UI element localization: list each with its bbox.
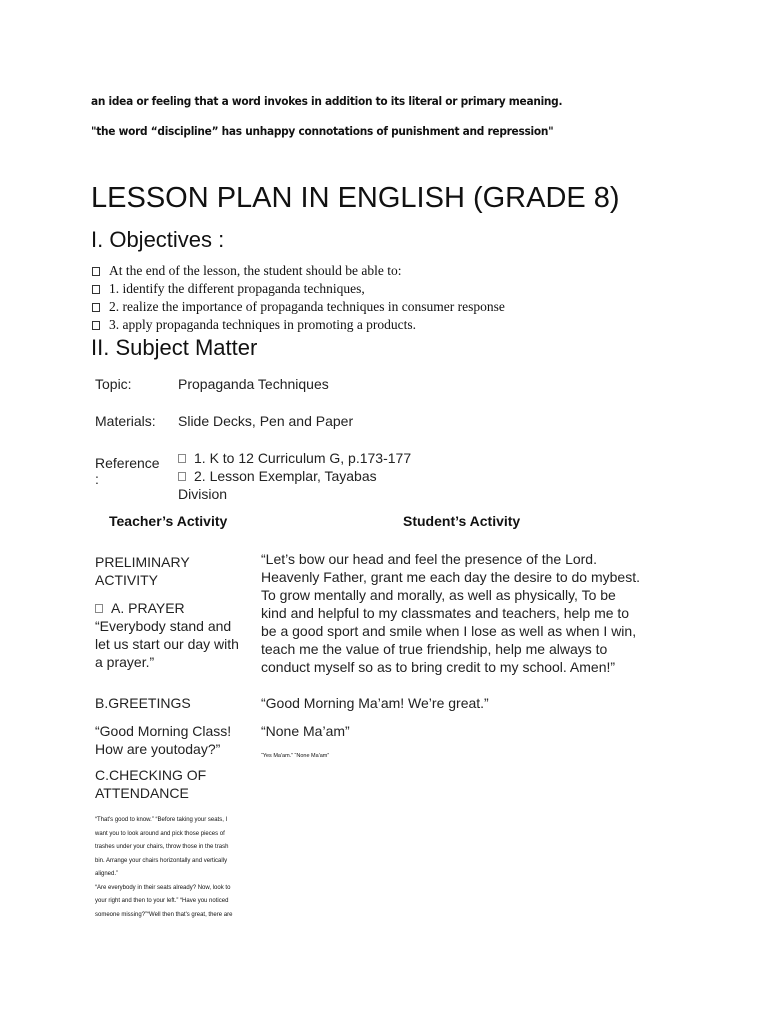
preliminary-heading-cont: ACTIVITY bbox=[95, 572, 159, 588]
page-title: LESSON PLAN IN ENGLISH (GRADE 8) bbox=[91, 182, 620, 214]
attendance-heading: C.CHECKING OF bbox=[95, 767, 207, 783]
objectives-heading: I. Objectives : bbox=[91, 227, 225, 252]
definition-text: an idea or feeling that a word invokes in addition to its literal or primary meaning. bbox=[91, 94, 563, 108]
reference-item-2-cont: Division bbox=[178, 486, 228, 502]
greetings-teacher-line: “Good Morning Class! bbox=[95, 723, 232, 739]
list-item: 3. apply propaganda techniques in promoting a products. bbox=[92, 316, 505, 334]
checkbox-icon bbox=[178, 454, 186, 463]
prayer-student-text: “Let’s bow our head and feel the presence of the Lord. Heavenly Father, grant me each day the desire to do mybest. To grow mentally and morally, as well as physically, To be kind and helpful to my classmates and teachers, help me to be a good sport and smile when I lose as well as when I win, teach me the value of true friendship, help me always to conduct myself so as to bring credit to my school. Amen!” bbox=[261, 551, 640, 675]
list-item: 2. realize the importance of propaganda techniques in consumer response bbox=[92, 298, 505, 316]
example-text: "the word “discipline” has unhappy connotations of punishment and repression" bbox=[91, 124, 554, 138]
teacher-activity-heading: Teacher’s Activity bbox=[109, 513, 228, 529]
reference-item-2: 2. Lesson Exemplar, Tayabas bbox=[178, 467, 377, 485]
greetings-heading: B.GREETINGS bbox=[95, 695, 191, 711]
prayer-teacher-line: “Everybody stand and bbox=[95, 618, 232, 634]
prayer-teacher-line: let us start our day with bbox=[95, 636, 239, 652]
topic-label: Topic: bbox=[95, 376, 132, 392]
preliminary-heading: PRELIMINARY bbox=[95, 554, 190, 570]
prayer-teacher-line: a prayer.” bbox=[95, 654, 155, 670]
greetings-student-text: “Good Morning Ma’am! We’re great.” bbox=[261, 695, 489, 711]
topic-value: Propaganda Techniques bbox=[178, 376, 329, 392]
prayer-heading: A. PRAYER bbox=[95, 599, 185, 617]
greetings-teacher-line: How are youtoday?” bbox=[95, 741, 221, 757]
subject-matter-heading: II. Subject Matter bbox=[91, 335, 258, 360]
student-activity-heading: Student’s Activity bbox=[403, 513, 521, 529]
checkbox-icon bbox=[95, 604, 103, 613]
objectives-list bbox=[92, 262, 505, 334]
none-student-text: “None Ma’am” bbox=[261, 723, 350, 739]
attendance-teacher-text: “That's good to know.” “Before taking your seats, I want you to look around and pick those pieces of trashes under your chairs, throw those in the trash bin. Arrange your chairs horizontally and vertically aligned.” “Are everybody in their seats already? Now, look to your right and then to your left.” “Have you noticed someone missing?”“Well then that's great, there are bbox=[95, 817, 233, 918]
checkbox-icon bbox=[92, 303, 100, 312]
checkbox-icon bbox=[178, 472, 186, 481]
list-item: At the end of the lesson, the student should be able to: bbox=[92, 262, 505, 280]
materials-label: Materials: bbox=[95, 413, 156, 429]
reference-label-colon: : bbox=[95, 471, 99, 487]
materials-value: Slide Decks, Pen and Paper bbox=[178, 413, 354, 429]
checkbox-icon bbox=[92, 321, 100, 330]
reference-item-1: 1. K to 12 Curriculum G, p.173-177 bbox=[178, 449, 411, 467]
attendance-heading-cont: ATTENDANCE bbox=[95, 785, 189, 801]
reference-label: Reference bbox=[95, 455, 160, 471]
attendance-student-text: “Yes Ma'am.” “None Ma'am” bbox=[261, 753, 330, 759]
checkbox-icon bbox=[92, 267, 100, 276]
checkbox-icon bbox=[92, 285, 100, 294]
list-item: 1. identify the different propaganda techniques, bbox=[92, 280, 505, 298]
